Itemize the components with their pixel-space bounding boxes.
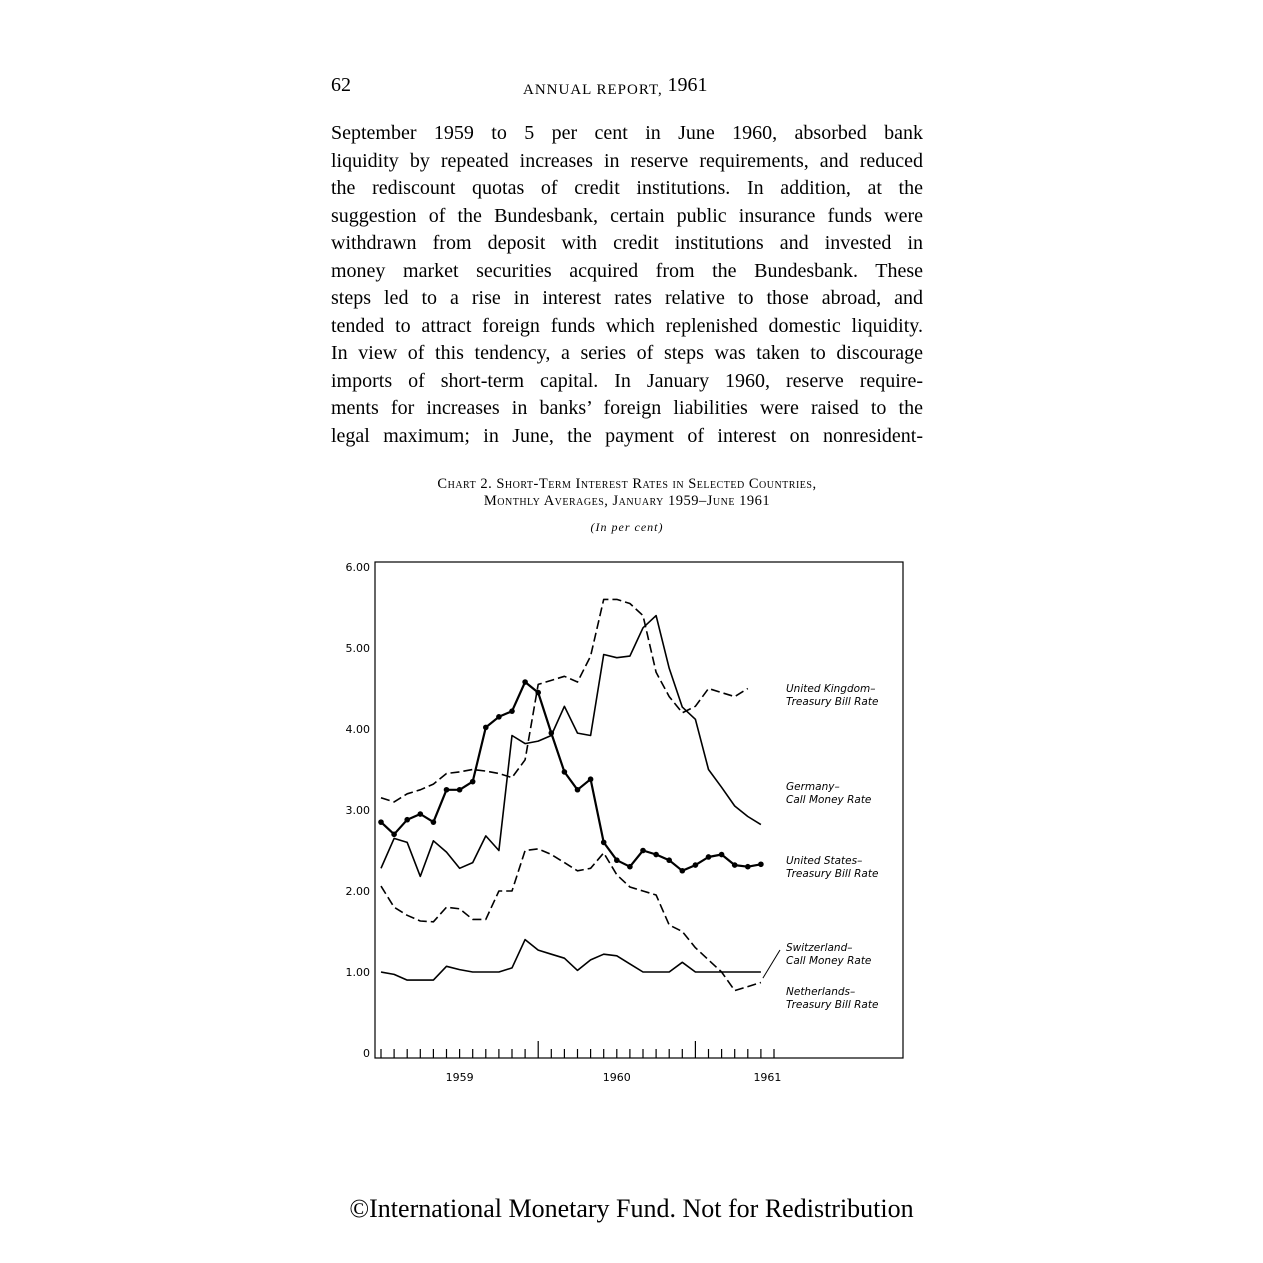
switzerland-leader-line (763, 950, 780, 978)
series-point-us (549, 730, 555, 736)
series-line-nl (381, 940, 761, 981)
page-header (331, 74, 923, 100)
series-line-ch (381, 849, 761, 991)
series-point-us (706, 854, 712, 860)
series-point-us (444, 787, 450, 793)
series-line-de (381, 616, 761, 877)
body-line: In view of this tendency, a series of steps was taken to discourage (331, 342, 923, 364)
series-point-us (575, 787, 581, 793)
body-line: money market securities acquired from the Bundesbank. These (331, 259, 923, 282)
series-label-uk: United Kingdom– (786, 683, 876, 695)
y-tick-label: 2.00 (345, 885, 370, 898)
series-point-us (719, 852, 725, 858)
x-tick-label: 1960 (602, 1071, 631, 1084)
y-tick-label: 5.00 (345, 642, 370, 655)
series-point-us (680, 868, 686, 874)
y-tick-label: 0 (363, 1047, 370, 1060)
body-line: steps led to a rise in interest rates relative to those abroad, and (331, 287, 923, 309)
interest-rate-chart (330, 555, 930, 1095)
series-point-us (496, 714, 502, 720)
series-label-uk: Treasury Bill Rate (786, 696, 879, 708)
chart-units: (In per cent) (590, 520, 664, 534)
running-title-text: ANNUAL REPORT, (523, 82, 663, 98)
series-point-us (640, 848, 646, 854)
series-point-us (745, 864, 751, 870)
body-line: tended to attract foreign funds which replenished domestic liquidity. (331, 314, 923, 337)
body-line: imports of short-term capital. In January 1960, reserve require- (331, 369, 923, 392)
y-tick-label: 1.00 (345, 966, 370, 979)
series-point-us (653, 852, 659, 858)
series-point-us (470, 779, 476, 785)
series-point-us (562, 769, 568, 775)
series-point-us (758, 861, 764, 867)
series-point-us (522, 679, 528, 685)
series-label-de: Call Money Rate (786, 794, 872, 806)
body-line: liquidity by repeated increases in reserve requirements, and reduced (331, 149, 923, 172)
series-label-ch: Switzerland– (786, 942, 853, 954)
running-title (523, 74, 708, 100)
y-tick-label: 4.00 (345, 723, 370, 736)
x-tick-label: 1959 (445, 1071, 474, 1084)
series-label-us: Treasury Bill Rate (786, 868, 879, 880)
chart-caption (331, 476, 923, 510)
series-point-us (378, 819, 384, 825)
x-tick-label: 1961 (753, 1071, 782, 1084)
body-line: the rediscount quotas of credit institutions. In addition, at the (331, 177, 923, 199)
series-point-us (693, 862, 699, 868)
body-line: suggestion of the Bundesbank, certain public insurance funds were (331, 204, 923, 227)
series-point-us (404, 817, 410, 823)
page-number: 62 (331, 74, 351, 96)
series-point-us (483, 725, 489, 731)
series-point-us (588, 776, 594, 782)
body-line: withdrawn from deposit with credit institutions and invested in (331, 232, 923, 254)
series-point-us (732, 862, 738, 868)
series-point-us (391, 832, 397, 838)
series-point-us (431, 819, 437, 825)
series-label-nl: Netherlands– (786, 986, 856, 998)
body-line: legal maximum; in June, the payment of interest on nonresident- (331, 424, 923, 447)
body-paragraph (331, 120, 923, 450)
series-point-us (509, 708, 515, 714)
series-label-us: United States– (786, 855, 863, 867)
series-label-nl: Treasury Bill Rate (786, 999, 879, 1011)
chart-caption-line1: Chart 2. Short-Term Interest Rates in Selected Countries, (437, 476, 817, 492)
series-label-de: Germany– (786, 781, 840, 793)
series-point-us (535, 690, 541, 696)
series-point-us (601, 840, 607, 846)
y-tick-label: 3.00 (345, 804, 370, 817)
series-point-us (666, 857, 672, 863)
body-line: ments for increases in banks’ foreign liabilities were raised to the (331, 397, 923, 419)
series-label-ch: Call Money Rate (786, 955, 872, 967)
y-tick-label: 6.00 (345, 561, 370, 574)
series-point-us (457, 787, 463, 793)
series-point-us (614, 857, 620, 863)
body-line: September 1959 to 5 per cent in June 1960, absorbed bank (331, 122, 923, 144)
series-line-us (381, 682, 761, 871)
copyright-footer: ©International Monetary Fund. Not for Redistribution (349, 1194, 914, 1223)
series-point-us (627, 864, 633, 870)
running-title-year: 1961 (667, 74, 708, 96)
chart-caption-line2: Monthly Averages, January 1959–June 1961 (483, 493, 771, 509)
series-point-us (418, 811, 424, 817)
